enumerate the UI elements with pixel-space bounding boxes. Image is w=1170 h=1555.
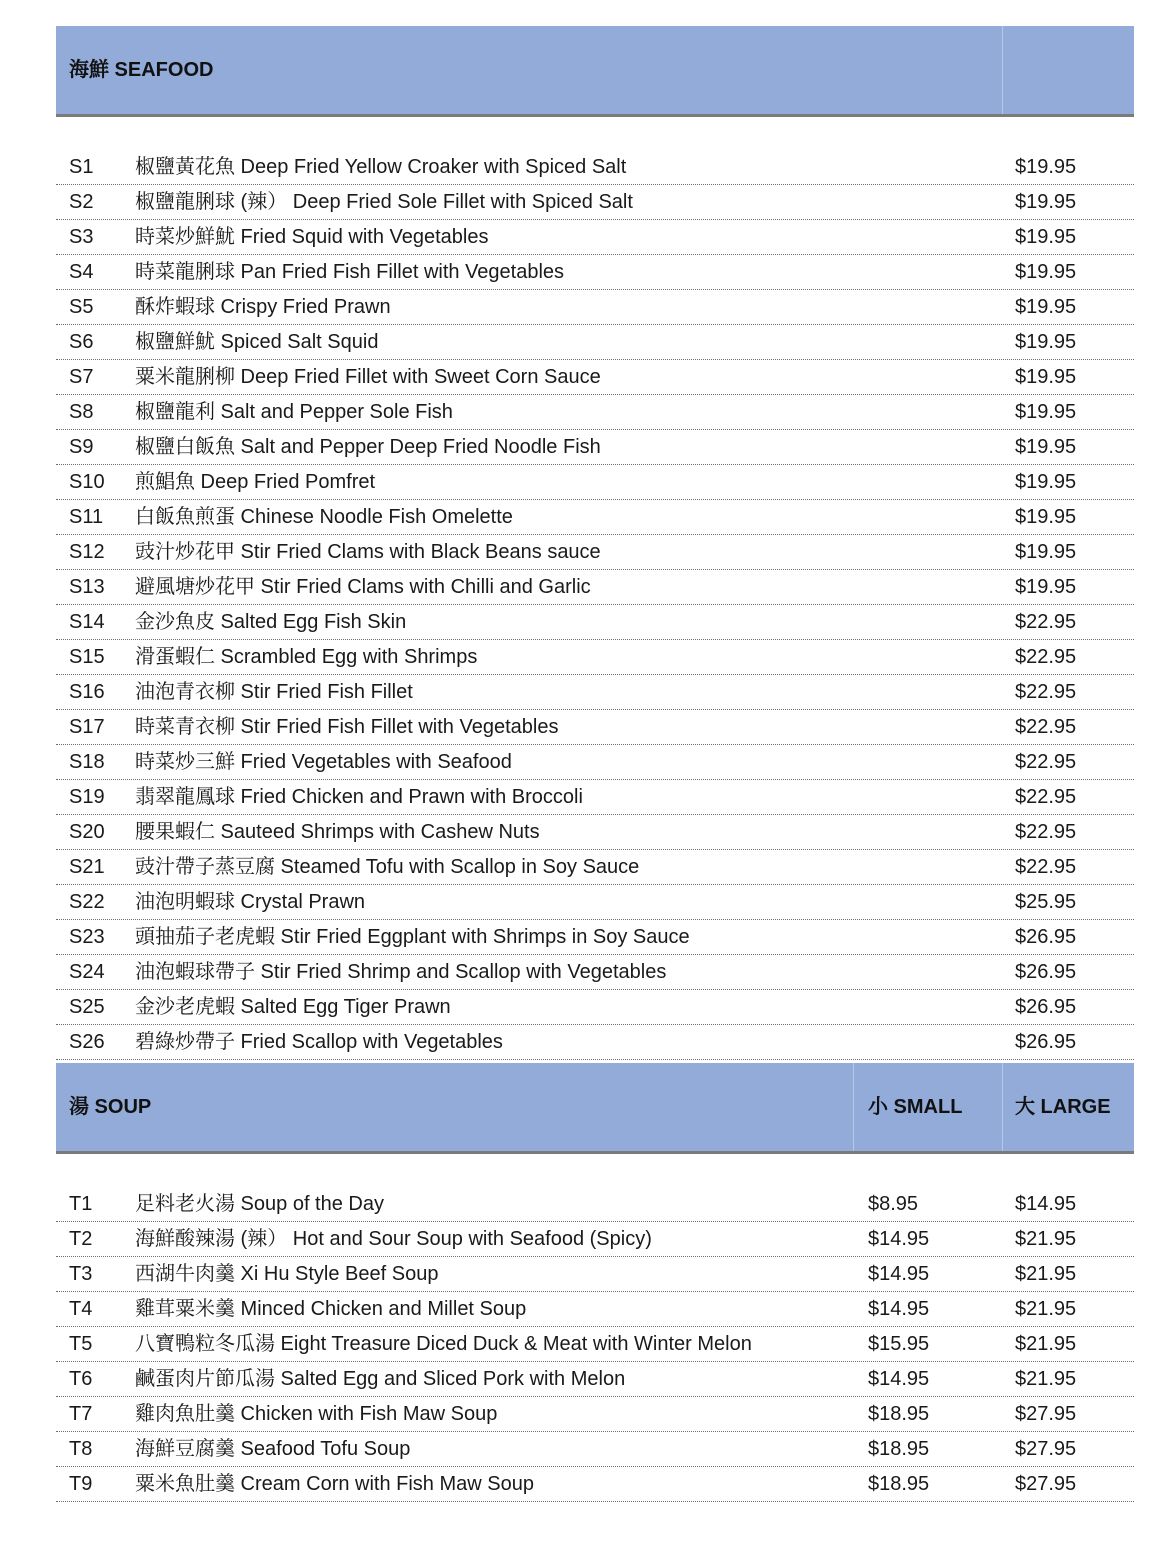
- item-price: $19.95: [1015, 366, 1077, 388]
- item-price-large: $27.95: [1015, 1438, 1077, 1460]
- item-price: $19.95: [1015, 156, 1077, 178]
- item-code: S21: [69, 856, 105, 878]
- item-code: S7: [69, 366, 94, 388]
- item-name: 足料老火湯 Soup of the Day: [135, 1193, 384, 1215]
- item-code: S4: [69, 261, 94, 283]
- menu-item-row: [56, 570, 1134, 605]
- menu-item-row: [56, 290, 1134, 325]
- item-code: T4: [69, 1298, 93, 1320]
- item-name: 酥炸蝦球 Crispy Fried Prawn: [135, 296, 391, 318]
- item-name: 椒鹽龍脷球 (辣） Deep Fried Sole Fillet with Spiced Salt: [135, 191, 633, 213]
- header-divider: [853, 1063, 854, 1151]
- item-price: $22.95: [1015, 646, 1077, 668]
- item-price-small: $18.95: [868, 1403, 930, 1425]
- item-price: $26.95: [1015, 961, 1077, 983]
- item-price: $19.95: [1015, 471, 1077, 493]
- item-code: S20: [69, 821, 105, 843]
- item-code: S5: [69, 296, 94, 318]
- item-code: S15: [69, 646, 105, 668]
- item-name: 金沙魚皮 Salted Egg Fish Skin: [135, 611, 407, 633]
- item-price-small: $14.95: [868, 1368, 930, 1390]
- item-price: $19.95: [1015, 226, 1077, 248]
- item-name: 金沙老虎蝦 Salted Egg Tiger Prawn: [135, 996, 451, 1018]
- item-name: 碧綠炒帶子 Fried Scallop with Vegetables: [135, 1031, 503, 1053]
- item-price: $26.95: [1015, 926, 1077, 948]
- menu-item-row: [56, 360, 1134, 395]
- item-name: 油泡蝦球帶子 Stir Fried Shrimp and Scallop with Vegetables: [135, 961, 667, 983]
- item-code: T2: [69, 1228, 93, 1250]
- menu-item-row: [56, 850, 1134, 885]
- item-code: T6: [69, 1368, 93, 1390]
- item-price: $19.95: [1015, 191, 1077, 213]
- item-name: 白飯魚煎蛋 Chinese Noodle Fish Omelette: [135, 506, 513, 528]
- item-code: S18: [69, 751, 105, 773]
- item-price-small: $14.95: [868, 1263, 930, 1285]
- header-divider: [1002, 26, 1003, 114]
- item-price: $19.95: [1015, 436, 1077, 458]
- item-price-small: $14.95: [868, 1298, 930, 1320]
- header-divider: [1002, 1063, 1003, 1151]
- item-name: 西湖牛肉羹 Xi Hu Style Beef Soup: [135, 1263, 439, 1285]
- menu-item-row: [56, 395, 1134, 430]
- item-code: S24: [69, 961, 105, 983]
- menu-item-row: [56, 185, 1134, 220]
- item-name: 煎鯧魚 Deep Fried Pomfret: [135, 471, 376, 493]
- item-price: $25.95: [1015, 891, 1077, 913]
- item-code: S11: [69, 506, 104, 528]
- item-code: S10: [69, 471, 105, 493]
- menu-item-row: [56, 955, 1134, 990]
- item-price-large: $14.95: [1015, 1193, 1077, 1215]
- item-price: $22.95: [1015, 821, 1077, 843]
- large-column-header: 大 LARGE: [1015, 1096, 1111, 1118]
- item-code: T7: [69, 1403, 93, 1425]
- menu-item-row: [56, 745, 1134, 780]
- seafood-title: 海鮮 SEAFOOD: [69, 59, 214, 81]
- item-code: S14: [69, 611, 105, 633]
- menu-item-row: [56, 710, 1134, 745]
- item-price: $19.95: [1015, 576, 1077, 598]
- soup-list: [56, 1187, 1134, 1502]
- item-name: 時菜炒鮮魷 Fried Squid with Vegetables: [135, 226, 489, 248]
- item-name: 腰果蝦仁 Sauteed Shrimps with Cashew Nuts: [135, 821, 540, 843]
- menu-item-row: [56, 1222, 1134, 1257]
- item-name: 海鮮豆腐羹 Seafood Tofu Soup: [135, 1438, 411, 1460]
- item-price-large: $21.95: [1015, 1263, 1077, 1285]
- item-code: S12: [69, 541, 105, 563]
- item-price: $26.95: [1015, 996, 1077, 1018]
- item-code: S17: [69, 716, 105, 738]
- item-code: S25: [69, 996, 105, 1018]
- item-price: $22.95: [1015, 681, 1077, 703]
- small-column-header: 小 SMALL: [868, 1096, 963, 1118]
- item-code: S22: [69, 891, 105, 913]
- item-code: T8: [69, 1438, 93, 1460]
- menu-item-row: [56, 1397, 1134, 1432]
- item-name: 粟米魚肚羹 Cream Corn with Fish Maw Soup: [135, 1473, 534, 1495]
- soup-section: [56, 1063, 1134, 1502]
- item-code: T5: [69, 1333, 93, 1355]
- item-price-small: $15.95: [868, 1333, 930, 1355]
- menu-item-row: [56, 255, 1134, 290]
- item-price: $19.95: [1015, 261, 1077, 283]
- menu-item-row: [56, 430, 1134, 465]
- item-price: $19.95: [1015, 296, 1077, 318]
- menu-item-row: [56, 815, 1134, 850]
- item-price: $19.95: [1015, 401, 1077, 423]
- item-price: $22.95: [1015, 786, 1077, 808]
- item-name: 避風塘炒花甲 Stir Fried Clams with Chilli and Garlic: [135, 576, 591, 598]
- item-name: 豉汁帶子蒸豆腐 Steamed Tofu with Scallop in Soy Sauce: [135, 856, 640, 878]
- menu-item-row: [56, 675, 1134, 710]
- item-price-small: $8.95: [868, 1193, 919, 1215]
- item-name: 油泡青衣柳 Stir Fried Fish Fillet: [135, 681, 413, 703]
- item-price: $19.95: [1015, 331, 1077, 353]
- item-code: T9: [69, 1473, 93, 1495]
- item-name: 豉汁炒花甲 Stir Fried Clams with Black Beans sauce: [135, 541, 601, 563]
- menu-item-row: [56, 150, 1134, 185]
- menu-item-row: [56, 1292, 1134, 1327]
- item-name: 椒鹽龍利 Salt and Pepper Sole Fish: [135, 401, 453, 423]
- item-name: 椒鹽白飯魚 Salt and Pepper Deep Fried Noodle Fish: [135, 436, 601, 458]
- menu-item-row: [56, 1187, 1134, 1222]
- item-name: 時菜龍脷球 Pan Fried Fish Fillet with Vegetables: [135, 261, 565, 283]
- item-code: S19: [69, 786, 105, 808]
- item-price: $22.95: [1015, 751, 1077, 773]
- item-code: S13: [69, 576, 105, 598]
- item-name: 海鮮酸辣湯 (辣） Hot and Sour Soup with Seafood (Spicy): [135, 1228, 652, 1250]
- item-name: 八寶鴨粒冬瓜湯 Eight Treasure Diced Duck & Meat with Winter Melon: [135, 1333, 752, 1355]
- menu-item-row: [56, 325, 1134, 360]
- item-price: $22.95: [1015, 611, 1077, 633]
- item-price-large: $21.95: [1015, 1298, 1077, 1320]
- item-price-large: $21.95: [1015, 1333, 1077, 1355]
- item-price-large: $21.95: [1015, 1228, 1077, 1250]
- item-code: S6: [69, 331, 94, 353]
- item-price-large: $27.95: [1015, 1403, 1077, 1425]
- menu-item-row: [56, 1257, 1134, 1292]
- seafood-list: [56, 150, 1134, 1060]
- item-name: 滑蛋蝦仁 Scrambled Egg with Shrimps: [135, 646, 478, 668]
- item-code: S9: [69, 436, 94, 458]
- item-price-large: $21.95: [1015, 1368, 1077, 1390]
- item-name: 時菜青衣柳 Stir Fried Fish Fillet with Vegetables: [135, 716, 559, 738]
- item-code: S3: [69, 226, 94, 248]
- item-code: T3: [69, 1263, 93, 1285]
- item-code: S2: [69, 191, 94, 213]
- seafood-section: [56, 26, 1134, 1060]
- menu-item-row: [56, 640, 1134, 675]
- item-price-small: $14.95: [868, 1228, 930, 1250]
- menu-item-row: [56, 990, 1134, 1025]
- menu-item-row: [56, 780, 1134, 815]
- item-price: $19.95: [1015, 506, 1077, 528]
- item-name: 油泡明蝦球 Crystal Prawn: [135, 891, 366, 913]
- item-name: 雞肉魚肚羹 Chicken with Fish Maw Soup: [135, 1403, 498, 1425]
- item-price: $26.95: [1015, 1031, 1077, 1053]
- item-name: 雞茸粟米羹 Minced Chicken and Millet Soup: [135, 1298, 527, 1320]
- menu-item-row: [56, 465, 1134, 500]
- item-code: S23: [69, 926, 105, 948]
- menu-item-row: [56, 500, 1134, 535]
- menu-item-row: [56, 605, 1134, 640]
- item-name: 時菜炒三鮮 Fried Vegetables with Seafood: [135, 751, 512, 773]
- item-code: T1: [69, 1193, 93, 1215]
- item-name: 鹹蛋肉片節瓜湯 Salted Egg and Sliced Pork with Melon: [135, 1368, 626, 1390]
- item-price-large: $27.95: [1015, 1473, 1077, 1495]
- item-name: 頭抽茄子老虎蝦 Stir Fried Eggplant with Shrimps in Soy Sauce: [135, 926, 690, 948]
- menu-item-row: [56, 1432, 1134, 1467]
- menu-item-row: [56, 1025, 1134, 1060]
- item-price-small: $18.95: [868, 1473, 930, 1495]
- item-code: S1: [69, 156, 94, 178]
- menu-item-row: [56, 535, 1134, 570]
- soup-header: [56, 1063, 1134, 1154]
- menu-item-row: [56, 220, 1134, 255]
- item-code: S8: [69, 401, 94, 423]
- menu-item-row: [56, 885, 1134, 920]
- item-price: $22.95: [1015, 856, 1077, 878]
- item-name: 粟米龍脷柳 Deep Fried Fillet with Sweet Corn Sauce: [135, 366, 601, 388]
- menu-item-row: [56, 920, 1134, 955]
- menu-item-row: [56, 1362, 1134, 1397]
- item-price-small: $18.95: [868, 1438, 930, 1460]
- item-code: S16: [69, 681, 105, 703]
- item-price: $22.95: [1015, 716, 1077, 738]
- item-price: $19.95: [1015, 541, 1077, 563]
- menu-item-row: [56, 1467, 1134, 1502]
- item-code: S26: [69, 1031, 105, 1053]
- item-name: 椒鹽鮮魷 Spiced Salt Squid: [135, 331, 379, 353]
- seafood-header: [56, 26, 1134, 117]
- item-name: 翡翠龍鳳球 Fried Chicken and Prawn with Broccoli: [135, 786, 583, 808]
- item-name: 椒鹽黃花魚 Deep Fried Yellow Croaker with Spiced Salt: [135, 156, 627, 178]
- soup-title: 湯 SOUP: [69, 1096, 152, 1118]
- menu-item-row: [56, 1327, 1134, 1362]
